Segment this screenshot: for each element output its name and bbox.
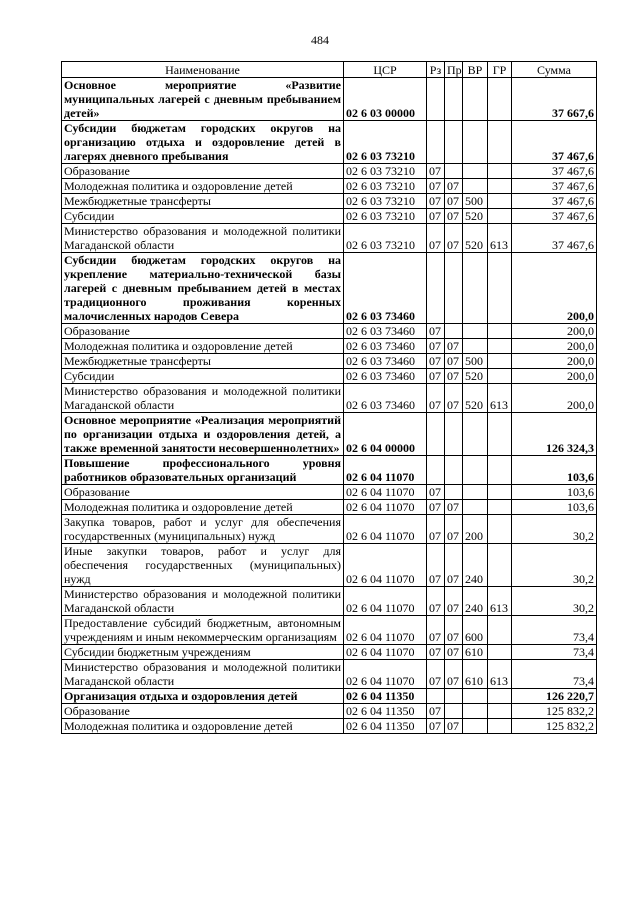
cell-vr: 520 bbox=[463, 369, 488, 384]
cell-rz: 07 bbox=[427, 719, 445, 734]
cell-csr: 02 6 03 73460 bbox=[344, 384, 427, 413]
cell-rz bbox=[427, 253, 445, 324]
cell-sum: 37 467,6 bbox=[512, 179, 597, 194]
header-rz: Рз bbox=[427, 62, 445, 78]
cell-vr: 500 bbox=[463, 194, 488, 209]
cell-rz: 07 bbox=[427, 339, 445, 354]
cell-pr: 07 bbox=[445, 354, 463, 369]
cell-pr: 07 bbox=[445, 339, 463, 354]
cell-sum: 200,0 bbox=[512, 369, 597, 384]
table-row bbox=[62, 515, 597, 544]
header-gr: ГР bbox=[488, 62, 512, 78]
cell-rz: 07 bbox=[427, 645, 445, 660]
cell-vr: 520 bbox=[463, 224, 488, 253]
cell-rz: 07 bbox=[427, 500, 445, 515]
cell-name: Молодежная политика и оздоровление детей bbox=[62, 719, 344, 734]
cell-gr bbox=[488, 121, 512, 164]
cell-name: Межбюджетные трансферты bbox=[62, 354, 344, 369]
cell-vr: 200 bbox=[463, 515, 488, 544]
cell-gr bbox=[488, 689, 512, 704]
cell-pr: 07 bbox=[445, 544, 463, 587]
header-sum: Сумма bbox=[512, 62, 597, 78]
cell-sum: 30,2 bbox=[512, 515, 597, 544]
table-row bbox=[62, 485, 597, 500]
header-vr: ВР bbox=[463, 62, 488, 78]
cell-gr: 613 bbox=[488, 224, 512, 253]
cell-gr bbox=[488, 78, 512, 121]
cell-pr: 07 bbox=[445, 515, 463, 544]
header-name: Наименование bbox=[62, 62, 344, 78]
table-row bbox=[62, 164, 597, 179]
table-header-row bbox=[62, 62, 597, 78]
cell-name: Повышение профессионального уровня работников образовательных организаций bbox=[62, 456, 344, 485]
cell-rz: 07 bbox=[427, 384, 445, 413]
table-row bbox=[62, 704, 597, 719]
cell-name: Субсидии bbox=[62, 369, 344, 384]
cell-sum: 73,4 bbox=[512, 660, 597, 689]
cell-gr bbox=[488, 164, 512, 179]
cell-vr bbox=[463, 719, 488, 734]
cell-pr bbox=[445, 485, 463, 500]
cell-name: Субсидии бюджетным учреждениям bbox=[62, 645, 344, 660]
cell-name: Закупка товаров, работ и услуг для обеспечения государственных (муниципальных) нужд bbox=[62, 515, 344, 544]
table-body bbox=[62, 78, 597, 734]
cell-csr: 02 6 04 11070 bbox=[344, 485, 427, 500]
cell-csr: 02 6 04 11070 bbox=[344, 645, 427, 660]
cell-csr: 02 6 04 00000 bbox=[344, 413, 427, 456]
cell-vr: 520 bbox=[463, 209, 488, 224]
cell-csr: 02 6 04 11070 bbox=[344, 515, 427, 544]
cell-name: Иные закупки товаров, работ и услуг для обеспечения государственных (муниципальных) нужд bbox=[62, 544, 344, 587]
cell-sum: 103,6 bbox=[512, 485, 597, 500]
cell-csr: 02 6 04 11070 bbox=[344, 544, 427, 587]
cell-gr bbox=[488, 369, 512, 384]
cell-vr bbox=[463, 253, 488, 324]
cell-csr: 02 6 03 73460 bbox=[344, 339, 427, 354]
table-row bbox=[62, 384, 597, 413]
cell-vr bbox=[463, 339, 488, 354]
cell-gr bbox=[488, 209, 512, 224]
cell-vr bbox=[463, 500, 488, 515]
cell-rz: 07 bbox=[427, 209, 445, 224]
cell-rz: 07 bbox=[427, 485, 445, 500]
cell-name: Министерство образования и молодежной политики Магаданской области bbox=[62, 224, 344, 253]
page-number: 484 bbox=[311, 33, 329, 47]
cell-gr bbox=[488, 485, 512, 500]
cell-name: Основное мероприятие «Развитие муниципальных лагерей с дневным пребыванием детей» bbox=[62, 78, 344, 121]
cell-csr: 02 6 04 11070 bbox=[344, 616, 427, 645]
cell-sum: 125 832,2 bbox=[512, 704, 597, 719]
cell-csr: 02 6 03 73460 bbox=[344, 324, 427, 339]
cell-pr: 07 bbox=[445, 179, 463, 194]
table-row bbox=[62, 413, 597, 456]
table-row bbox=[62, 194, 597, 209]
cell-gr: 613 bbox=[488, 384, 512, 413]
cell-pr bbox=[445, 121, 463, 164]
cell-sum: 200,0 bbox=[512, 384, 597, 413]
cell-sum: 37 467,6 bbox=[512, 209, 597, 224]
cell-pr: 07 bbox=[445, 194, 463, 209]
table-row bbox=[62, 209, 597, 224]
cell-gr bbox=[488, 544, 512, 587]
cell-vr bbox=[463, 689, 488, 704]
cell-csr: 02 6 03 73460 bbox=[344, 354, 427, 369]
cell-gr bbox=[488, 179, 512, 194]
cell-sum: 37 467,6 bbox=[512, 224, 597, 253]
cell-rz: 07 bbox=[427, 369, 445, 384]
cell-pr bbox=[445, 704, 463, 719]
table-row bbox=[62, 660, 597, 689]
cell-rz: 07 bbox=[427, 224, 445, 253]
cell-gr bbox=[488, 704, 512, 719]
cell-rz: 07 bbox=[427, 515, 445, 544]
cell-sum: 37 667,6 bbox=[512, 78, 597, 121]
cell-pr: 07 bbox=[445, 719, 463, 734]
table-row bbox=[62, 179, 597, 194]
cell-gr: 613 bbox=[488, 660, 512, 689]
header-csr: ЦСР bbox=[344, 62, 427, 78]
cell-csr: 02 6 03 73210 bbox=[344, 164, 427, 179]
cell-csr: 02 6 04 11350 bbox=[344, 689, 427, 704]
cell-csr: 02 6 03 73210 bbox=[344, 209, 427, 224]
cell-csr: 02 6 03 73210 bbox=[344, 224, 427, 253]
cell-csr: 02 6 03 73460 bbox=[344, 253, 427, 324]
cell-sum: 103,6 bbox=[512, 500, 597, 515]
cell-gr bbox=[488, 413, 512, 456]
cell-vr: 610 bbox=[463, 645, 488, 660]
cell-sum: 37 467,6 bbox=[512, 121, 597, 164]
cell-name: Министерство образования и молодежной политики Магаданской области bbox=[62, 384, 344, 413]
cell-gr bbox=[488, 616, 512, 645]
cell-rz: 07 bbox=[427, 704, 445, 719]
cell-vr bbox=[463, 121, 488, 164]
cell-gr bbox=[488, 719, 512, 734]
cell-gr bbox=[488, 339, 512, 354]
cell-vr bbox=[463, 164, 488, 179]
cell-sum: 126 220,7 bbox=[512, 689, 597, 704]
cell-rz bbox=[427, 121, 445, 164]
cell-name: Образование bbox=[62, 324, 344, 339]
cell-name: Субсидии bbox=[62, 209, 344, 224]
cell-sum: 200,0 bbox=[512, 253, 597, 324]
table-row bbox=[62, 587, 597, 616]
cell-name: Межбюджетные трансферты bbox=[62, 194, 344, 209]
cell-rz: 07 bbox=[427, 616, 445, 645]
cell-gr bbox=[488, 324, 512, 339]
table-row bbox=[62, 369, 597, 384]
cell-gr bbox=[488, 194, 512, 209]
table-row bbox=[62, 324, 597, 339]
cell-gr bbox=[488, 645, 512, 660]
cell-name: Образование bbox=[62, 704, 344, 719]
cell-csr: 02 6 04 11070 bbox=[344, 456, 427, 485]
cell-sum: 37 467,6 bbox=[512, 194, 597, 209]
cell-sum: 30,2 bbox=[512, 587, 597, 616]
budget-table bbox=[61, 61, 597, 734]
cell-vr bbox=[463, 485, 488, 500]
cell-name: Организация отдыха и оздоровления детей bbox=[62, 689, 344, 704]
cell-pr bbox=[445, 456, 463, 485]
cell-csr: 02 6 04 11350 bbox=[344, 719, 427, 734]
cell-name: Министерство образования и молодежной политики Магаданской области bbox=[62, 587, 344, 616]
cell-csr: 02 6 04 11070 bbox=[344, 587, 427, 616]
cell-vr: 610 bbox=[463, 660, 488, 689]
table-row bbox=[62, 689, 597, 704]
cell-rz bbox=[427, 689, 445, 704]
cell-sum: 200,0 bbox=[512, 354, 597, 369]
table-row bbox=[62, 719, 597, 734]
cell-rz bbox=[427, 78, 445, 121]
cell-pr: 07 bbox=[445, 587, 463, 616]
cell-name: Субсидии бюджетам городских округов на укрепление материально-технической базы лагерей с дневным пребыванием детей в местах традиционного проживания коренных малочисленных народов Севера bbox=[62, 253, 344, 324]
table-row bbox=[62, 645, 597, 660]
cell-rz: 07 bbox=[427, 354, 445, 369]
cell-gr bbox=[488, 456, 512, 485]
cell-name: Молодежная политика и оздоровление детей bbox=[62, 339, 344, 354]
cell-name: Образование bbox=[62, 164, 344, 179]
table-row bbox=[62, 253, 597, 324]
cell-name: Основное мероприятие «Реализация мероприятий по организации отдыха и оздоровления детей, а также временной занятости несовершеннолетних» bbox=[62, 413, 344, 456]
cell-gr bbox=[488, 253, 512, 324]
cell-csr: 02 6 04 11070 bbox=[344, 660, 427, 689]
cell-pr: 07 bbox=[445, 384, 463, 413]
cell-csr: 02 6 03 00000 bbox=[344, 78, 427, 121]
cell-sum: 200,0 bbox=[512, 339, 597, 354]
cell-pr bbox=[445, 324, 463, 339]
cell-vr: 500 bbox=[463, 354, 488, 369]
cell-rz: 07 bbox=[427, 164, 445, 179]
cell-rz bbox=[427, 456, 445, 485]
cell-csr: 02 6 03 73210 bbox=[344, 179, 427, 194]
cell-pr: 07 bbox=[445, 500, 463, 515]
cell-vr bbox=[463, 179, 488, 194]
cell-rz: 07 bbox=[427, 179, 445, 194]
table-row bbox=[62, 456, 597, 485]
cell-pr bbox=[445, 164, 463, 179]
cell-vr bbox=[463, 704, 488, 719]
cell-vr bbox=[463, 324, 488, 339]
cell-rz bbox=[427, 413, 445, 456]
cell-vr bbox=[463, 456, 488, 485]
cell-sum: 103,6 bbox=[512, 456, 597, 485]
cell-csr: 02 6 03 73460 bbox=[344, 369, 427, 384]
table-row bbox=[62, 339, 597, 354]
table-row bbox=[62, 500, 597, 515]
cell-name: Субсидии бюджетам городских округов на организацию отдыха и оздоровление детей в лагерях дневного пребывания bbox=[62, 121, 344, 164]
table-row bbox=[62, 224, 597, 253]
cell-csr: 02 6 04 11070 bbox=[344, 500, 427, 515]
cell-pr bbox=[445, 413, 463, 456]
cell-sum: 200,0 bbox=[512, 324, 597, 339]
table-row bbox=[62, 121, 597, 164]
cell-pr: 07 bbox=[445, 660, 463, 689]
cell-rz: 07 bbox=[427, 194, 445, 209]
cell-csr: 02 6 03 73210 bbox=[344, 121, 427, 164]
cell-rz: 07 bbox=[427, 587, 445, 616]
cell-rz: 07 bbox=[427, 544, 445, 587]
cell-name: Образование bbox=[62, 485, 344, 500]
cell-name: Министерство образования и молодежной политики Магаданской области bbox=[62, 660, 344, 689]
cell-pr: 07 bbox=[445, 369, 463, 384]
cell-pr bbox=[445, 253, 463, 324]
cell-sum: 73,4 bbox=[512, 645, 597, 660]
table-row bbox=[62, 544, 597, 587]
cell-vr bbox=[463, 78, 488, 121]
cell-name: Молодежная политика и оздоровление детей bbox=[62, 179, 344, 194]
cell-sum: 125 832,2 bbox=[512, 719, 597, 734]
cell-vr: 600 bbox=[463, 616, 488, 645]
header-pr: Пр bbox=[445, 62, 463, 78]
cell-pr: 07 bbox=[445, 209, 463, 224]
cell-gr: 613 bbox=[488, 587, 512, 616]
cell-sum: 126 324,3 bbox=[512, 413, 597, 456]
cell-vr bbox=[463, 413, 488, 456]
cell-pr bbox=[445, 78, 463, 121]
cell-gr bbox=[488, 354, 512, 369]
cell-sum: 73,4 bbox=[512, 616, 597, 645]
cell-pr: 07 bbox=[445, 645, 463, 660]
cell-pr bbox=[445, 689, 463, 704]
cell-name: Молодежная политика и оздоровление детей bbox=[62, 500, 344, 515]
cell-vr: 240 bbox=[463, 587, 488, 616]
cell-name: Предоставление субсидий бюджетным, автономным учреждениям и иным некоммерческим организациям bbox=[62, 616, 344, 645]
cell-gr bbox=[488, 515, 512, 544]
cell-rz: 07 bbox=[427, 324, 445, 339]
cell-pr: 07 bbox=[445, 616, 463, 645]
cell-pr: 07 bbox=[445, 224, 463, 253]
cell-csr: 02 6 04 11350 bbox=[344, 704, 427, 719]
table-row bbox=[62, 354, 597, 369]
cell-rz: 07 bbox=[427, 660, 445, 689]
table-row bbox=[62, 78, 597, 121]
cell-vr: 520 bbox=[463, 384, 488, 413]
cell-sum: 37 467,6 bbox=[512, 164, 597, 179]
cell-gr bbox=[488, 500, 512, 515]
cell-csr: 02 6 03 73210 bbox=[344, 194, 427, 209]
cell-vr: 240 bbox=[463, 544, 488, 587]
cell-sum: 30,2 bbox=[512, 544, 597, 587]
table-row bbox=[62, 616, 597, 645]
